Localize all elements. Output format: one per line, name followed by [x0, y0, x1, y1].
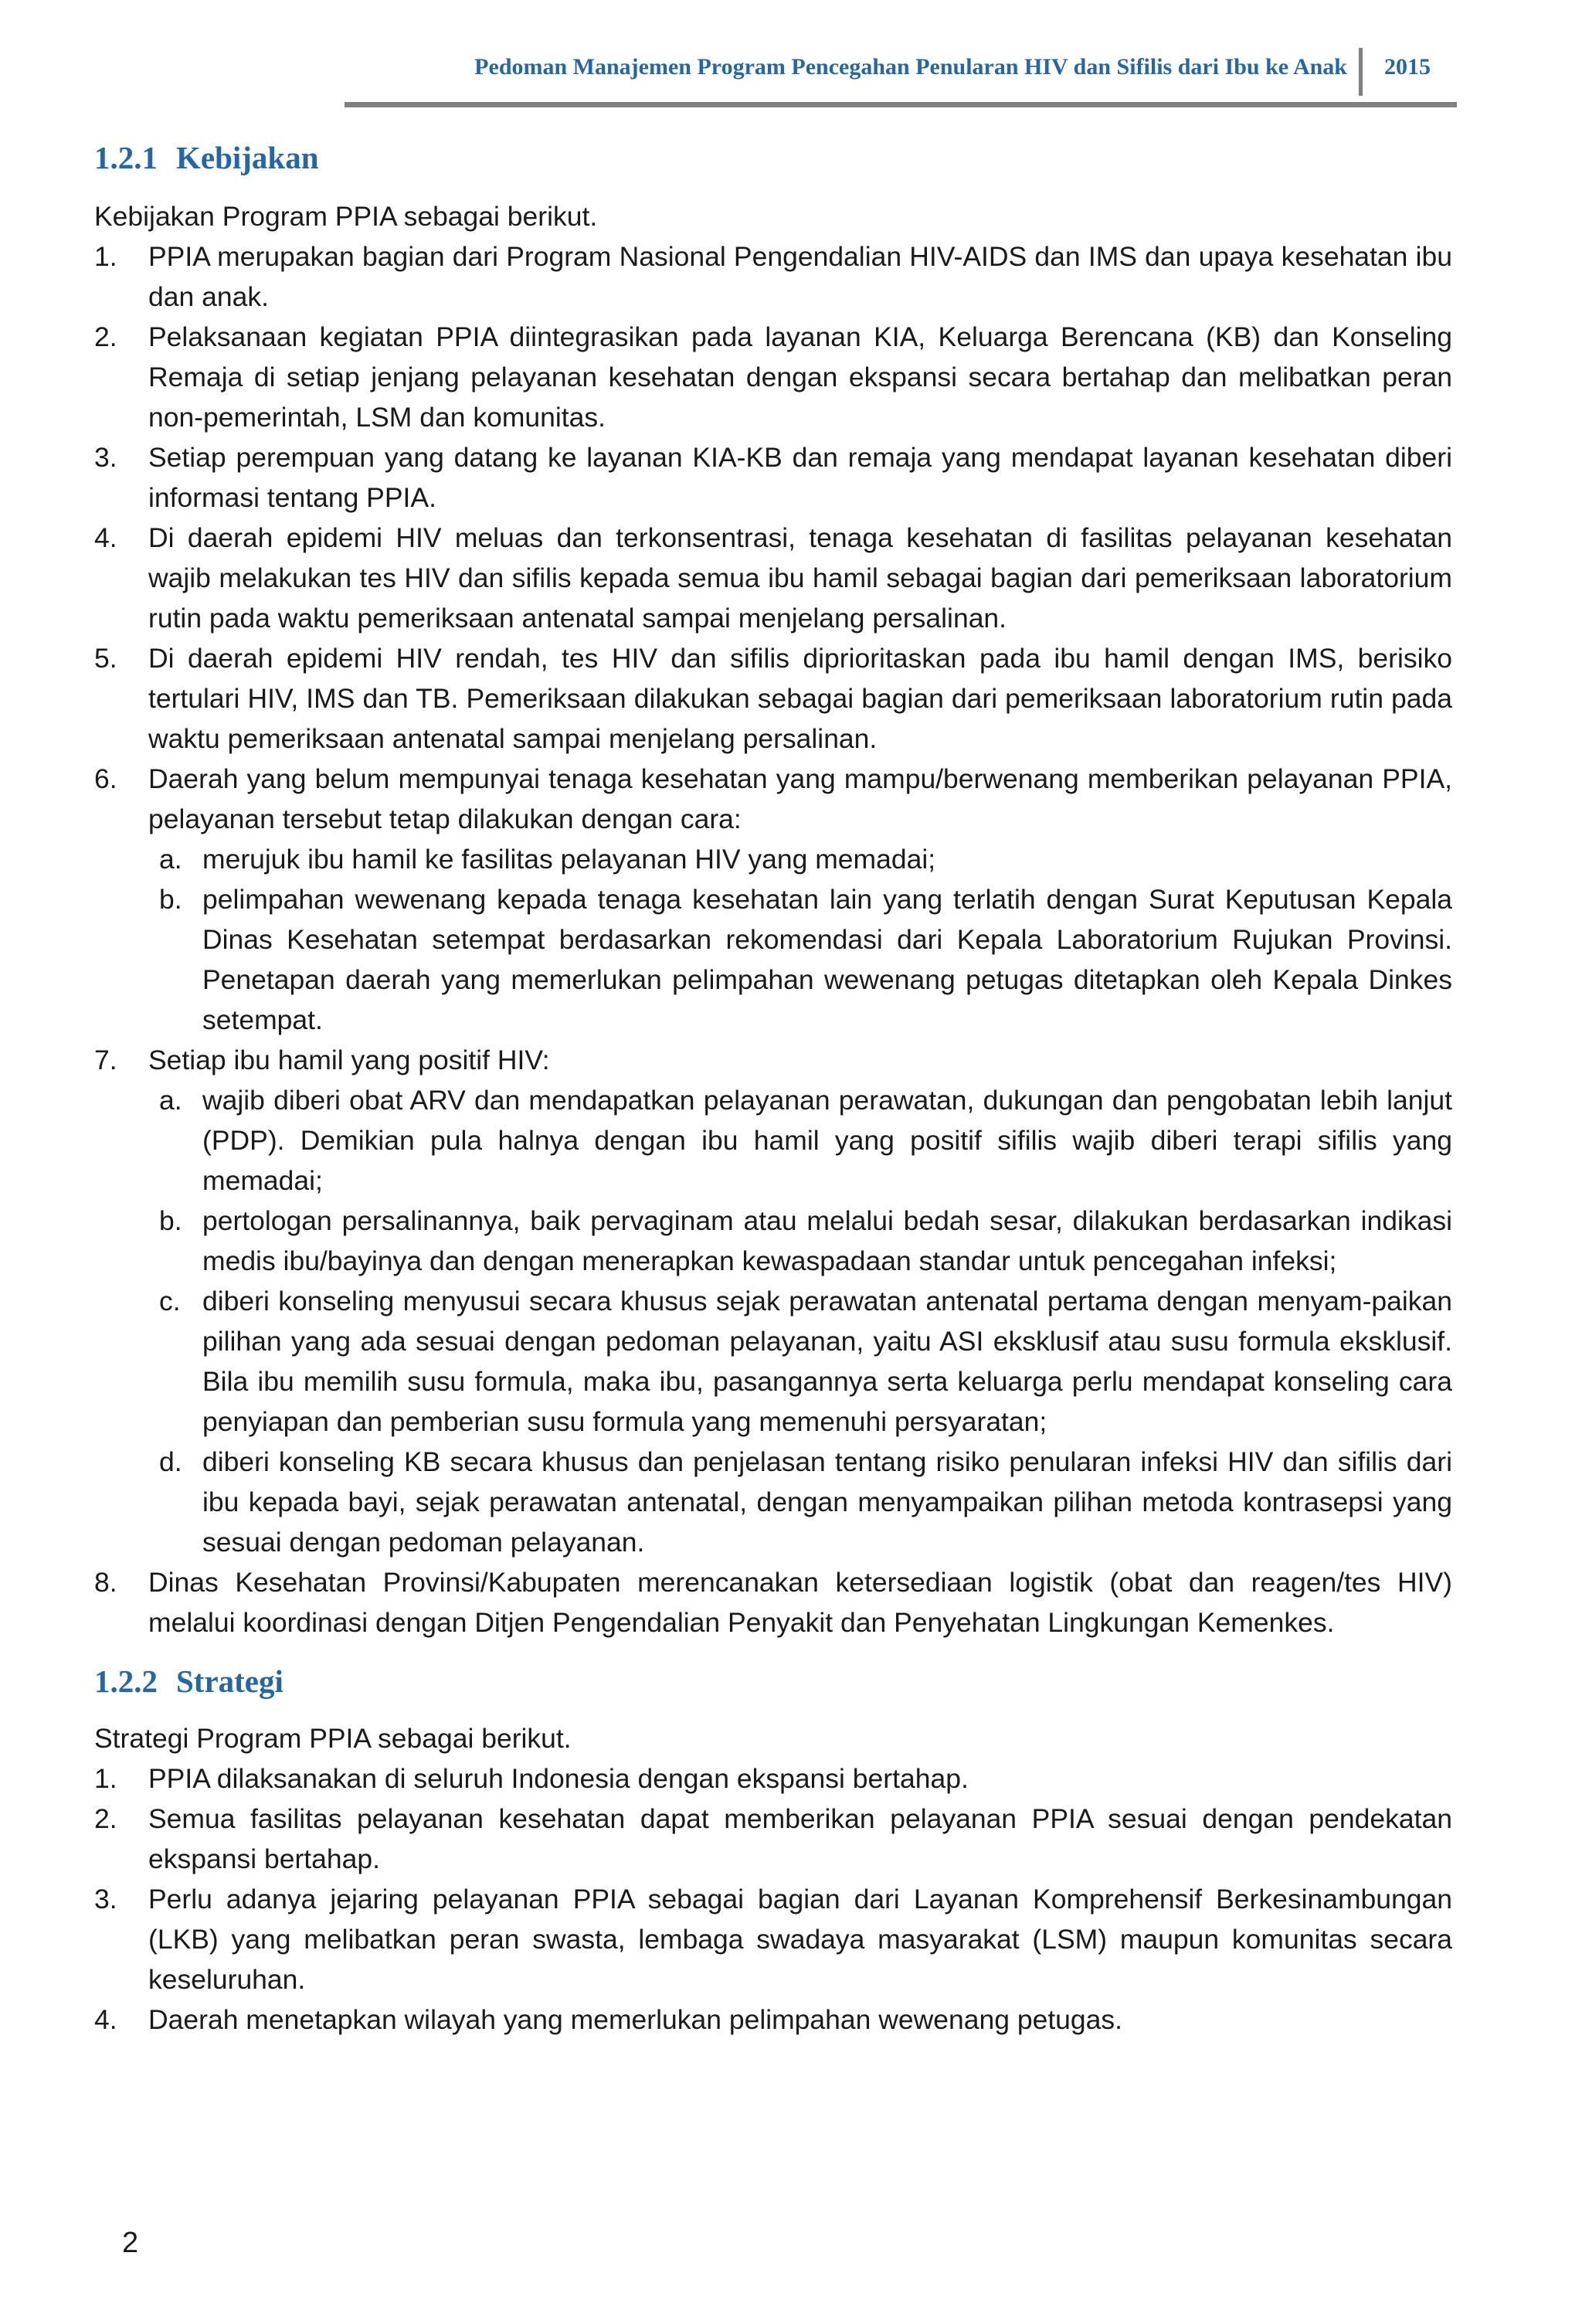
strategy-list: [94, 1758, 1452, 2040]
list-item: [94, 759, 1452, 1040]
list-item-text: Pelaksanaan kegiatan PPIA diintegrasikan pada layanan KIA, Keluarga Berencana (KB) dan Konseling Remaja di setiap jenjang pelayanan kesehatan dengan ekspansi secara bertahap dan melibatkan peran non-pemerintah, LSM dan komunitas.: [148, 321, 1452, 433]
list-marker: 4.: [94, 2004, 117, 2035]
list-item: [94, 1040, 1452, 1562]
header-title: Pedoman Manajemen Program Pencegahan Penularan HIV dan Sifilis dari Ibu ke Anak: [474, 54, 1347, 80]
sub-list-item-text: diberi konseling menyusui secara khusus sejak perawatan antenatal pertama dengan menyam-paikan pilihan yang ada sesuai dengan pedoman pelayanan, yaitu ASI eksklusif atau susu formula eksklusif. Bila ibu memilih susu formula, maka ibu, pasangannya serta keluarga perlu mendapat konseling cara penyiapan dan pemberian susu formula yang memenuhi persyaratan;: [202, 1286, 1452, 1437]
list-marker: 6.: [94, 763, 117, 794]
sub-list-marker: c.: [159, 1286, 181, 1317]
list-item-text: Semua fasilitas pelayanan kesehatan dapat memberikan pelayanan PPIA sesuai dengan pendekatan ekspansi bertahap.: [148, 1803, 1452, 1874]
list-marker: 2.: [94, 321, 117, 352]
sub-list-item: [148, 1442, 1452, 1562]
sub-list-item: [148, 879, 1452, 1040]
list-item: [94, 518, 1452, 638]
list-item: [94, 1562, 1452, 1643]
list-marker: 1.: [94, 241, 117, 272]
list-item-text: Setiap perempuan yang datang ke layanan KIA-KB dan remaja yang mendapat layanan kesehatan diberi informasi tentang PPIA.: [148, 442, 1452, 513]
list-item-text: Setiap ibu hamil yang positif HIV:: [148, 1045, 550, 1075]
sub-list-item: [148, 1281, 1452, 1442]
header-rule: [345, 102, 1457, 107]
list-item-text: PPIA dilaksanakan di seluruh Indonesia dengan ekspansi bertahap.: [148, 1763, 969, 1794]
sub-list-item: [148, 839, 1452, 879]
sub-list-item-text: pertologan persalinannya, baik pervaginam atau melalui bedah sesar, dilakukan berdasarkan indikasi medis ibu/bayinya dan dengan menerapkan kewaspadaan standar untuk pencegahan infeksi;: [202, 1205, 1452, 1276]
sub-list-item-text: diberi konseling KB secara khusus dan penjelasan tentang risiko penularan infeksi HIV dan sifilis dari ibu kepada bayi, sejak perawatan antenatal, dengan menyampaikan pilihan metoda kontrasepsi yang sesuai dengan pedoman pelayanan.: [202, 1446, 1452, 1558]
sub-list: [148, 839, 1452, 1040]
list-marker: 3.: [94, 442, 117, 473]
header-divider: [1359, 48, 1363, 96]
sub-list-marker: b.: [159, 1205, 182, 1236]
list-item-text: Di daerah epidemi HIV rendah, tes HIV dan sifilis diprioritaskan pada ibu hamil dengan IMS, berisiko tertulari HIV, IMS dan TB. Pemeriksaan dilakukan sebagai bagian dari pemeriksaan laboratorium rutin pada waktu pemeriksaan antenatal sampai menjelang persalinan.: [148, 643, 1452, 754]
policy-list: [94, 236, 1452, 1643]
list-item-text: PPIA merupakan bagian dari Program Nasional Pengendalian HIV-AIDS dan IMS dan upaya kesehatan ibu dan anak.: [148, 241, 1452, 312]
sub-list-marker: d.: [159, 1446, 182, 1477]
list-item-text: Di daerah epidemi HIV meluas dan terkonsentrasi, tenaga kesehatan di fasilitas pelayanan kesehatan wajib melakukan tes HIV dan sifilis kepada semua ibu hamil sebagai bagian dari pemeriksaan laboratorium rutin pada waktu pemeriksaan antenatal sampai menjelang persalinan.: [148, 522, 1452, 634]
section-intro: Strategi Program PPIA sebagai berikut.: [94, 1723, 572, 1754]
sub-list-item-text: wajib diberi obat ARV dan mendapatkan pelayanan perawatan, dukungan dan pengobatan lebih lanjut (PDP). Demikian pula halnya dengan ibu hamil yang positif sifilis wajib diberi terapi sifilis yang memadai;: [202, 1085, 1452, 1196]
section-title: Strategi: [176, 1663, 283, 1699]
sub-list-marker: a.: [159, 844, 182, 875]
list-marker: 8.: [94, 1567, 117, 1598]
list-item: [94, 1758, 1452, 1799]
list-marker: 2.: [94, 1803, 117, 1834]
list-marker: 4.: [94, 522, 117, 553]
sub-list-item-text: merujuk ibu hamil ke fasilitas pelayanan HIV yang memadai;: [202, 844, 936, 875]
list-marker: 3.: [94, 1884, 117, 1915]
sub-list-marker: a.: [159, 1085, 182, 1116]
list-item: [94, 236, 1452, 317]
sub-list-item: [148, 1201, 1452, 1281]
header-year: 2015: [1384, 54, 1431, 80]
sub-list: [148, 1080, 1452, 1562]
section-intro: Kebijakan Program PPIA sebagai berikut.: [94, 201, 598, 232]
list-item-text: Daerah menetapkan wilayah yang memerlukan pelimpahan wewenang petugas.: [148, 2004, 1123, 2035]
page-header: [345, 45, 1457, 110]
page-number: 2: [122, 2227, 139, 2259]
list-item: [94, 2000, 1452, 2040]
list-marker: 7.: [94, 1045, 117, 1075]
list-marker: 5.: [94, 643, 117, 674]
sub-list-marker: b.: [159, 884, 182, 915]
list-item-text: Perlu adanya jejaring pelayanan PPIA sebagai bagian dari Layanan Komprehensif Berkesinambungan (LKB) yang melibatkan peran swasta, lembaga swadaya masyarakat (LSM) maupun komunitas secara keseluruhan.: [148, 1884, 1452, 1995]
section-heading: [94, 1661, 1452, 1701]
sub-list-item: [148, 1080, 1452, 1201]
list-item-text: Dinas Kesehatan Provinsi/Kabupaten merencanakan ketersediaan logistik (obat dan reagen/tes HIV) melalui koordinasi dengan Ditjen Pengendalian Penyakit dan Penyehatan Lingkungan Kemenkes.: [148, 1567, 1452, 1638]
list-item: [94, 317, 1452, 437]
section-heading: [94, 138, 1452, 178]
section-number: 1.2.2: [94, 1663, 158, 1699]
list-item-text: Daerah yang belum mempunyai tenaga kesehatan yang mampu/berwenang memberikan pelayanan PPIA, pelayanan tersebut tetap dilakukan dengan cara:: [148, 763, 1452, 834]
sub-list-item-text: pelimpahan wewenang kepada tenaga kesehatan lain yang terlatih dengan Surat Keputusan Kepala Dinas Kesehatan setempat berdasarkan rekomendasi dari Kepala Laboratorium Rujukan Provinsi. Penetapan daerah yang memerlukan pelimpahan wewenang petugas ditetapkan oleh Kepala Dinkes setempat.: [202, 884, 1452, 1035]
list-marker: 1.: [94, 1763, 117, 1794]
section-title: Kebijakan: [176, 140, 319, 175]
section-strategi: [94, 1661, 1452, 2040]
list-item: [94, 437, 1452, 518]
section-number: 1.2.1: [94, 140, 158, 175]
page-content: [94, 130, 1452, 2040]
list-item: [94, 1879, 1452, 2000]
section-kebijakan: [94, 138, 1452, 1643]
list-item: [94, 638, 1452, 759]
list-item: [94, 1799, 1452, 1879]
